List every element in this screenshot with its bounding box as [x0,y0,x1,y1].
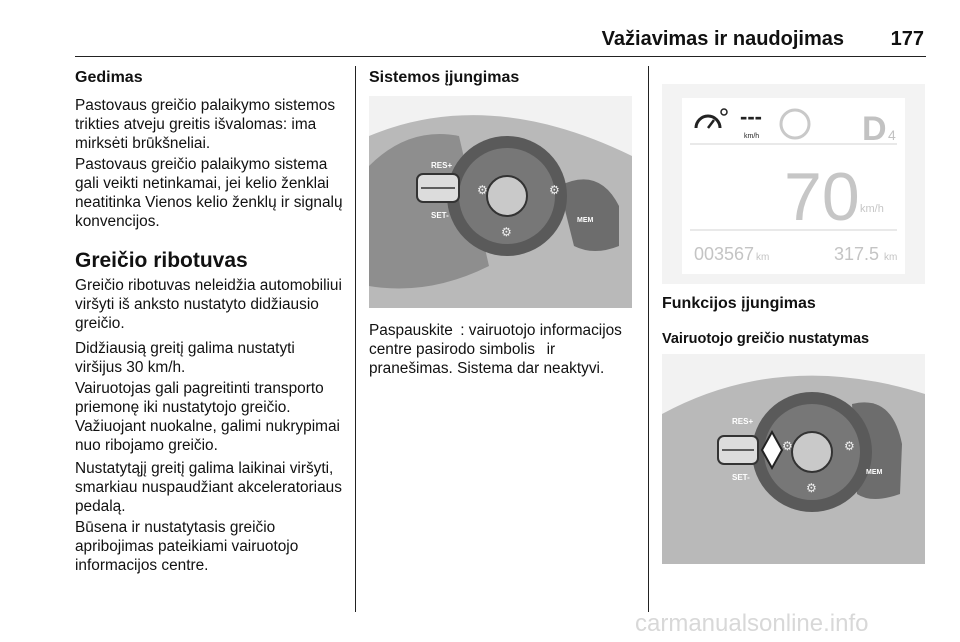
odometer-value: 003567 [694,244,755,264]
column-divider-1 [355,66,356,612]
cruise-icon-left-2: ⚙ [782,439,793,453]
speed-unit: km/h [860,203,884,215]
odometer-unit: km [756,252,770,263]
mem-label: MEM [577,217,594,224]
steering-wheel-illustration [369,96,632,308]
steering-wheel-figure-1 [369,96,632,308]
current-speed: 70 [784,159,860,235]
paragraph-limiter-2: Didžiausią greitį galima nustatyti viršijus 30 km/h. [75,340,295,376]
res-plus-label: RES+ [431,161,453,170]
gear-number: 4 [888,127,896,143]
paragraph-fault-2: Pastovaus greičio palaikymo sistema gali veikti netinkamai, jei kelio ženklai neatitinka Vienos kelio ženklų ir signalų konvencijos. [75,156,343,230]
page-number: 177 [890,28,924,50]
speed-limiter-icon: ⚙ [501,225,512,239]
res-plus-label-2: RES+ [732,417,754,426]
heading-function-on: Funkcijos įjungimas [662,295,816,312]
instrument-cluster-figure [662,84,925,284]
heading-fault: Gedimas [75,69,143,86]
paragraph-limiter-4: Nustatytąjį greitį galima laikinai viršyti, smarkiau nuspaudžiant akceleratoriaus pedalą. [75,460,342,515]
paragraph-limiter-1: Greičio ribotuvas neleidžia automobiliui viršyti iš anksto nustatyto didžiausio greičio. [75,277,342,332]
paragraph-limiter-5: Būsena ir nustatytasis greičio apribojimas pateikiami vairuotojo informacijos centre. [75,519,299,574]
gear-indicator: D [862,110,887,148]
speed-dashes: --- [740,104,762,129]
set-minus-label: SET- [431,211,449,220]
column-divider-2 [648,66,649,612]
steering-wheel-illustration-2 [662,354,925,564]
set-minus-label-2: SET- [732,473,750,482]
trip-unit: km [884,252,898,263]
cruise-icon-left: ⚙ [477,183,488,197]
page-header [75,26,926,57]
small-speed-unit: km/h [744,133,760,140]
watermark: carmanualsonline.info [635,610,869,637]
speed-limiter-icon-2: ⚙ [806,481,817,495]
heading-system-on: Sistemos įjungimas [369,69,520,86]
subheading-driver-speed: Vairuotojo greičio nustatymas [662,331,870,347]
paragraph-fault-1: Pastovaus greičio palaikymo sistemos trikties atveju greitis išvalomas: ima mirksėti brūkšneliai. [75,97,336,152]
paragraph-limiter-3: Vairuotojas gali pagreitinti transporto priemonę iki nustatytojo greičio. Važiuojant nuokalne, galimi nukrypimai nuo ribojamo greičio. [75,380,340,454]
mem-label-2: MEM [866,469,883,476]
paragraph-system-on: Paspauskite : vairuotojo informacijos centre pasirodo simbolis ir pranešimas. Sistema dar neaktyvi. [369,322,622,377]
steering-wheel-figure-2 [662,354,925,564]
heading-speed-limiter: Greičio ribotuvas [75,249,248,272]
instrument-cluster-illustration [662,84,925,284]
header-title: Važiavimas ir naudojimas [601,28,844,50]
trip-value: 317.5 [834,244,880,264]
cruise-icon-right-2: ⚙ [844,439,855,453]
cruise-icon-right: ⚙ [549,183,560,197]
